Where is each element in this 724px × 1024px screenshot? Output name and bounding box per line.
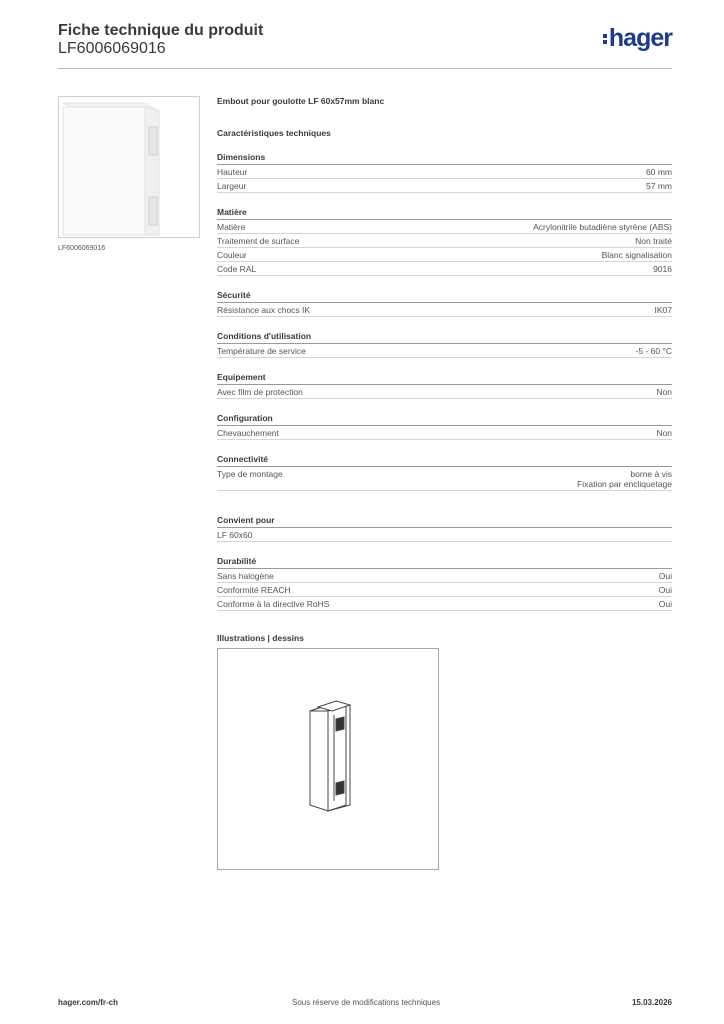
spec-value-line: -5 - 60 °C [635,346,672,356]
spec-group-title: Equipement [217,372,672,385]
spec-value-line: Acrylonitrile butadiène styrène (ABS) [533,222,672,232]
spec-value-line: 57 mm [646,181,672,191]
spec-value [656,387,672,397]
spec-value-line: borne à vis [630,469,672,479]
spec-group [217,290,672,317]
spec-group [217,515,672,542]
spec-group-title: Dimensions [217,152,672,165]
spec-group-title: Matière [217,207,672,220]
spec-group [217,372,672,399]
spec-value-line: 60 mm [646,167,672,177]
spec-value-line: Fixation par encliquetage [577,479,672,489]
spec-label: Avec film de protection [217,387,303,397]
header-reference: LF6006069016 [58,40,166,57]
spec-group [217,413,672,440]
footer-disclaimer: Sous réserve de modifications techniques [292,998,441,1007]
spec-label: Matière [217,222,246,232]
end-cap-photo-icon [59,97,199,237]
spec-group [217,152,672,193]
spec-row [217,165,672,179]
section-title: Caractéristiques techniques [217,128,331,138]
logo-text: hager [608,24,672,52]
illustration-box [217,648,439,870]
thumbnail-label: LF6006069016 [58,245,106,252]
spec-group-title: Sécurité [217,290,672,303]
spec-value [533,222,672,232]
spec-value [655,305,673,315]
spec-label: Hauteur [217,167,248,177]
spec-group-title: Convient pour [217,515,672,528]
spec-row [217,583,672,597]
spec-value-line: 9016 [653,264,672,274]
spec-row [217,220,672,234]
spec-value [653,264,672,274]
spec-value-line: Blanc signalisation [601,250,672,260]
spec-row [217,385,672,399]
spec-row [217,597,672,611]
spec-groups [217,152,672,611]
spec-group-title: Conditions d'utilisation [217,331,672,344]
end-cap-drawing-icon [218,649,438,869]
spec-group-title: Connectivité [217,454,672,467]
spec-label: Température de service [217,346,306,356]
footer-date: 15.03.2026 [631,998,672,1007]
spec-value [659,599,672,609]
spec-label: Conforme à la directive RoHS [217,599,330,609]
spec-group [217,207,672,276]
spec-content [217,96,672,643]
spec-value [577,469,672,489]
spec-row [217,179,672,193]
illustrations-title: Illustrations | dessins [217,633,304,643]
spec-label: Couleur [217,250,247,260]
spec-row [217,234,672,248]
spec-value [646,181,672,191]
spec-row [217,467,672,491]
spec-row [217,344,672,358]
spec-group [217,331,672,358]
spec-value-line: Non [656,387,672,397]
spec-value [636,346,672,356]
spec-value [646,167,672,177]
header-divider [58,68,672,69]
spec-row [217,569,672,583]
spec-value-line: IK07 [654,305,672,315]
spec-label: Type de montage [217,469,283,479]
spec-label: Code RAL [217,264,257,274]
spec-label: Traitement de surface [217,236,300,246]
spec-row [217,248,672,262]
spec-row [217,262,672,276]
spec-group [217,556,672,611]
spec-label: Sans halogène [217,571,274,581]
spec-value [602,250,672,260]
spec-value-line: Non traité [635,236,672,246]
spec-value-line: Oui [658,599,672,609]
spec-group [217,454,672,491]
spec-value-line: Oui [658,585,672,595]
header-title: Fiche technique du produit [58,22,264,39]
spec-value [659,571,672,581]
spec-value-line: Oui [658,571,672,581]
spec-row [217,426,672,440]
product-name: Embout pour goulotte LF 60x57mm blanc [217,96,385,106]
logo-dots-icon [603,32,607,46]
spec-label: Largeur [217,181,247,191]
spec-label: LF 60x60 [217,530,253,540]
spec-value [656,428,672,438]
spec-value [635,236,672,246]
footer-website-link[interactable]: hager.com/fr-ch [58,998,119,1007]
spec-label: Conformité REACH [217,585,291,595]
brand-logo[interactable] [603,24,672,53]
spec-label: Résistance aux chocs IK [217,305,311,315]
spec-group-title: Durabilité [217,556,672,569]
spec-row [217,303,672,317]
product-thumbnail [58,96,200,238]
spec-row [217,528,672,542]
spec-label: Chevauchement [217,428,279,438]
spec-group-title: Configuration [217,413,672,426]
spec-value [659,585,672,595]
spec-value-line: Non [656,428,672,438]
